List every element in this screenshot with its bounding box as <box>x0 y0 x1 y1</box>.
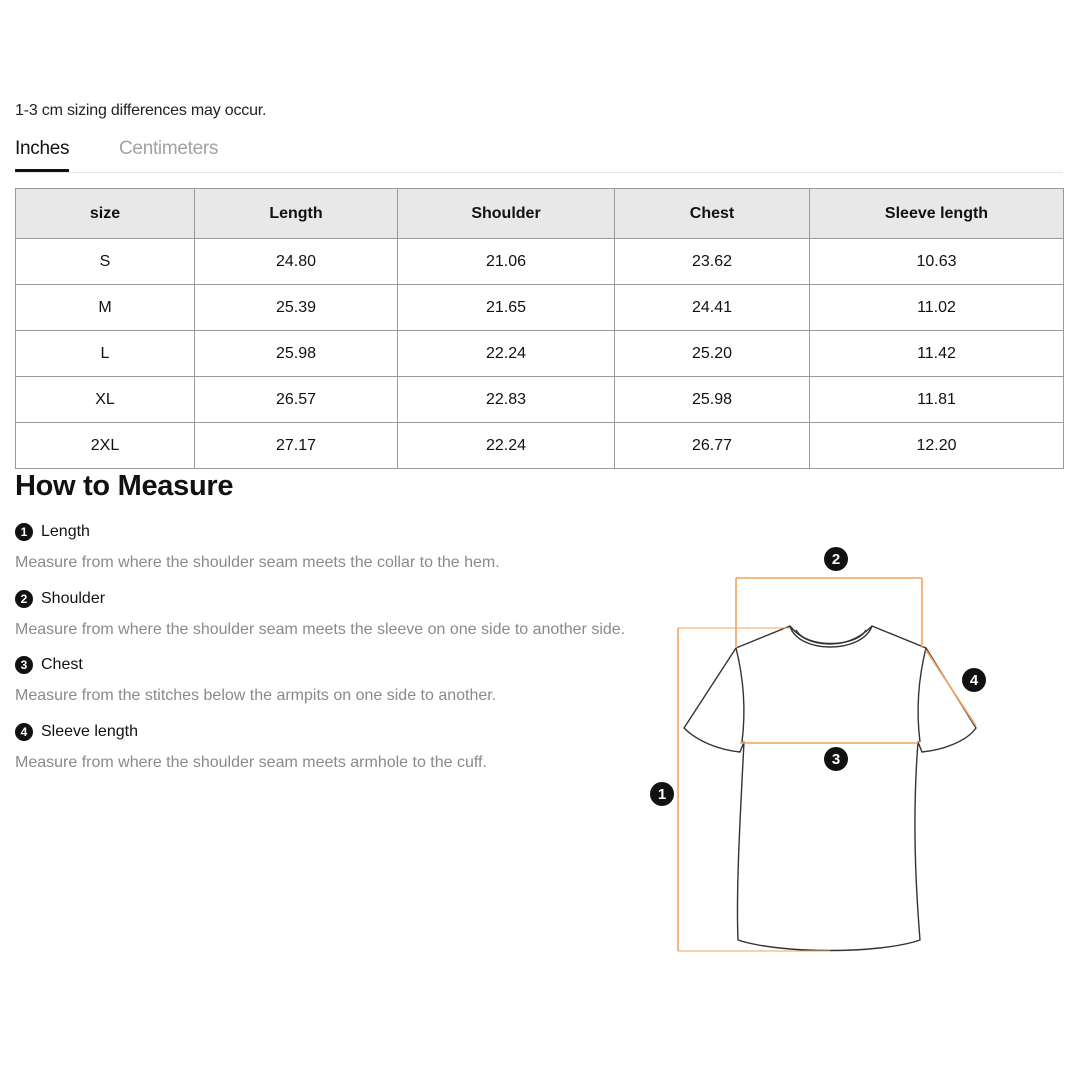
number-badge: 1 <box>15 523 33 541</box>
table-cell: 25.98 <box>615 377 810 423</box>
column-header-sleeve-length: Sleeve length <box>810 189 1064 239</box>
measure-item-chest <box>15 653 665 720</box>
column-header-shoulder: Shoulder <box>398 189 615 239</box>
table-cell: 21.65 <box>398 285 615 331</box>
table-cell: 12.20 <box>810 423 1064 469</box>
table-cell: 26.57 <box>195 377 398 423</box>
measure-description: Measure from the stitches below the armpits on one side to another. <box>15 687 497 704</box>
table-cell: 22.24 <box>398 423 615 469</box>
table-cell: S <box>16 239 195 285</box>
table-cell: 25.98 <box>195 331 398 377</box>
measure-item-shoulder <box>15 587 665 654</box>
column-header-size: size <box>16 189 195 239</box>
measure-description: Measure from where the shoulder seam meets the sleeve on one side to another side. <box>15 620 626 638</box>
table-row <box>16 423 1064 469</box>
size-chart-table <box>15 188 1064 469</box>
how-to-measure-title: How to Measure <box>15 470 234 502</box>
number-badge: 2 <box>15 590 33 608</box>
measure-label: Sleeve length <box>41 722 138 740</box>
column-header-length: Length <box>195 189 398 239</box>
table-header-row <box>16 189 1064 239</box>
sizing-notice: 1-3 cm sizing differences may occur. <box>15 102 267 119</box>
table-cell: 11.42 <box>810 331 1064 377</box>
unit-tabs <box>15 134 1063 173</box>
column-header-chest: Chest <box>615 189 810 239</box>
measure-instructions <box>15 520 665 786</box>
tab-centimeters[interactable]: Centimeters <box>119 138 219 159</box>
svg-text:3: 3 <box>831 751 841 768</box>
table-cell: 25.39 <box>195 285 398 331</box>
tshirt-icon <box>684 626 976 951</box>
table-row <box>16 331 1064 377</box>
measure-description: Measure from where the shoulder seam meets the collar to the hem. <box>15 554 500 571</box>
measure-label: Length <box>41 523 90 540</box>
table-cell: 21.06 <box>398 239 615 285</box>
svg-text:4: 4 <box>969 672 979 689</box>
table-cell: 11.02 <box>810 285 1064 331</box>
number-badge: 3 <box>15 656 33 674</box>
table-cell: M <box>16 285 195 331</box>
tab-inches[interactable]: Inches <box>15 138 70 159</box>
tshirt-measurement-diagram <box>640 530 1000 970</box>
measure-label: Shoulder <box>41 589 106 607</box>
table-cell: L <box>16 331 195 377</box>
table-cell: 27.17 <box>195 423 398 469</box>
table-cell: 26.77 <box>615 423 810 469</box>
table-cell: XL <box>16 377 195 423</box>
table-row <box>16 377 1064 423</box>
measure-item-length <box>15 520 665 587</box>
marker-4 <box>962 668 986 692</box>
table-cell: 25.20 <box>615 331 810 377</box>
measure-item-sleeve-length <box>15 720 665 787</box>
measure-description: Measure from where the shoulder seam meets armhole to the cuff. <box>15 753 487 771</box>
number-badge: 4 <box>15 723 33 741</box>
marker-3 <box>824 747 848 771</box>
table-cell: 2XL <box>16 423 195 469</box>
marker-2 <box>824 547 848 571</box>
table-row <box>16 239 1064 285</box>
svg-text:2: 2 <box>831 551 841 568</box>
table-cell: 22.83 <box>398 377 615 423</box>
table-cell: 10.63 <box>810 239 1064 285</box>
table-cell: 24.80 <box>195 239 398 285</box>
svg-text:1: 1 <box>657 786 667 803</box>
table-cell: 24.41 <box>615 285 810 331</box>
measure-label: Chest <box>41 656 83 673</box>
table-row <box>16 285 1064 331</box>
table-cell: 23.62 <box>615 239 810 285</box>
table-cell: 22.24 <box>398 331 615 377</box>
table-cell: 11.81 <box>810 377 1064 423</box>
marker-1 <box>650 782 674 806</box>
